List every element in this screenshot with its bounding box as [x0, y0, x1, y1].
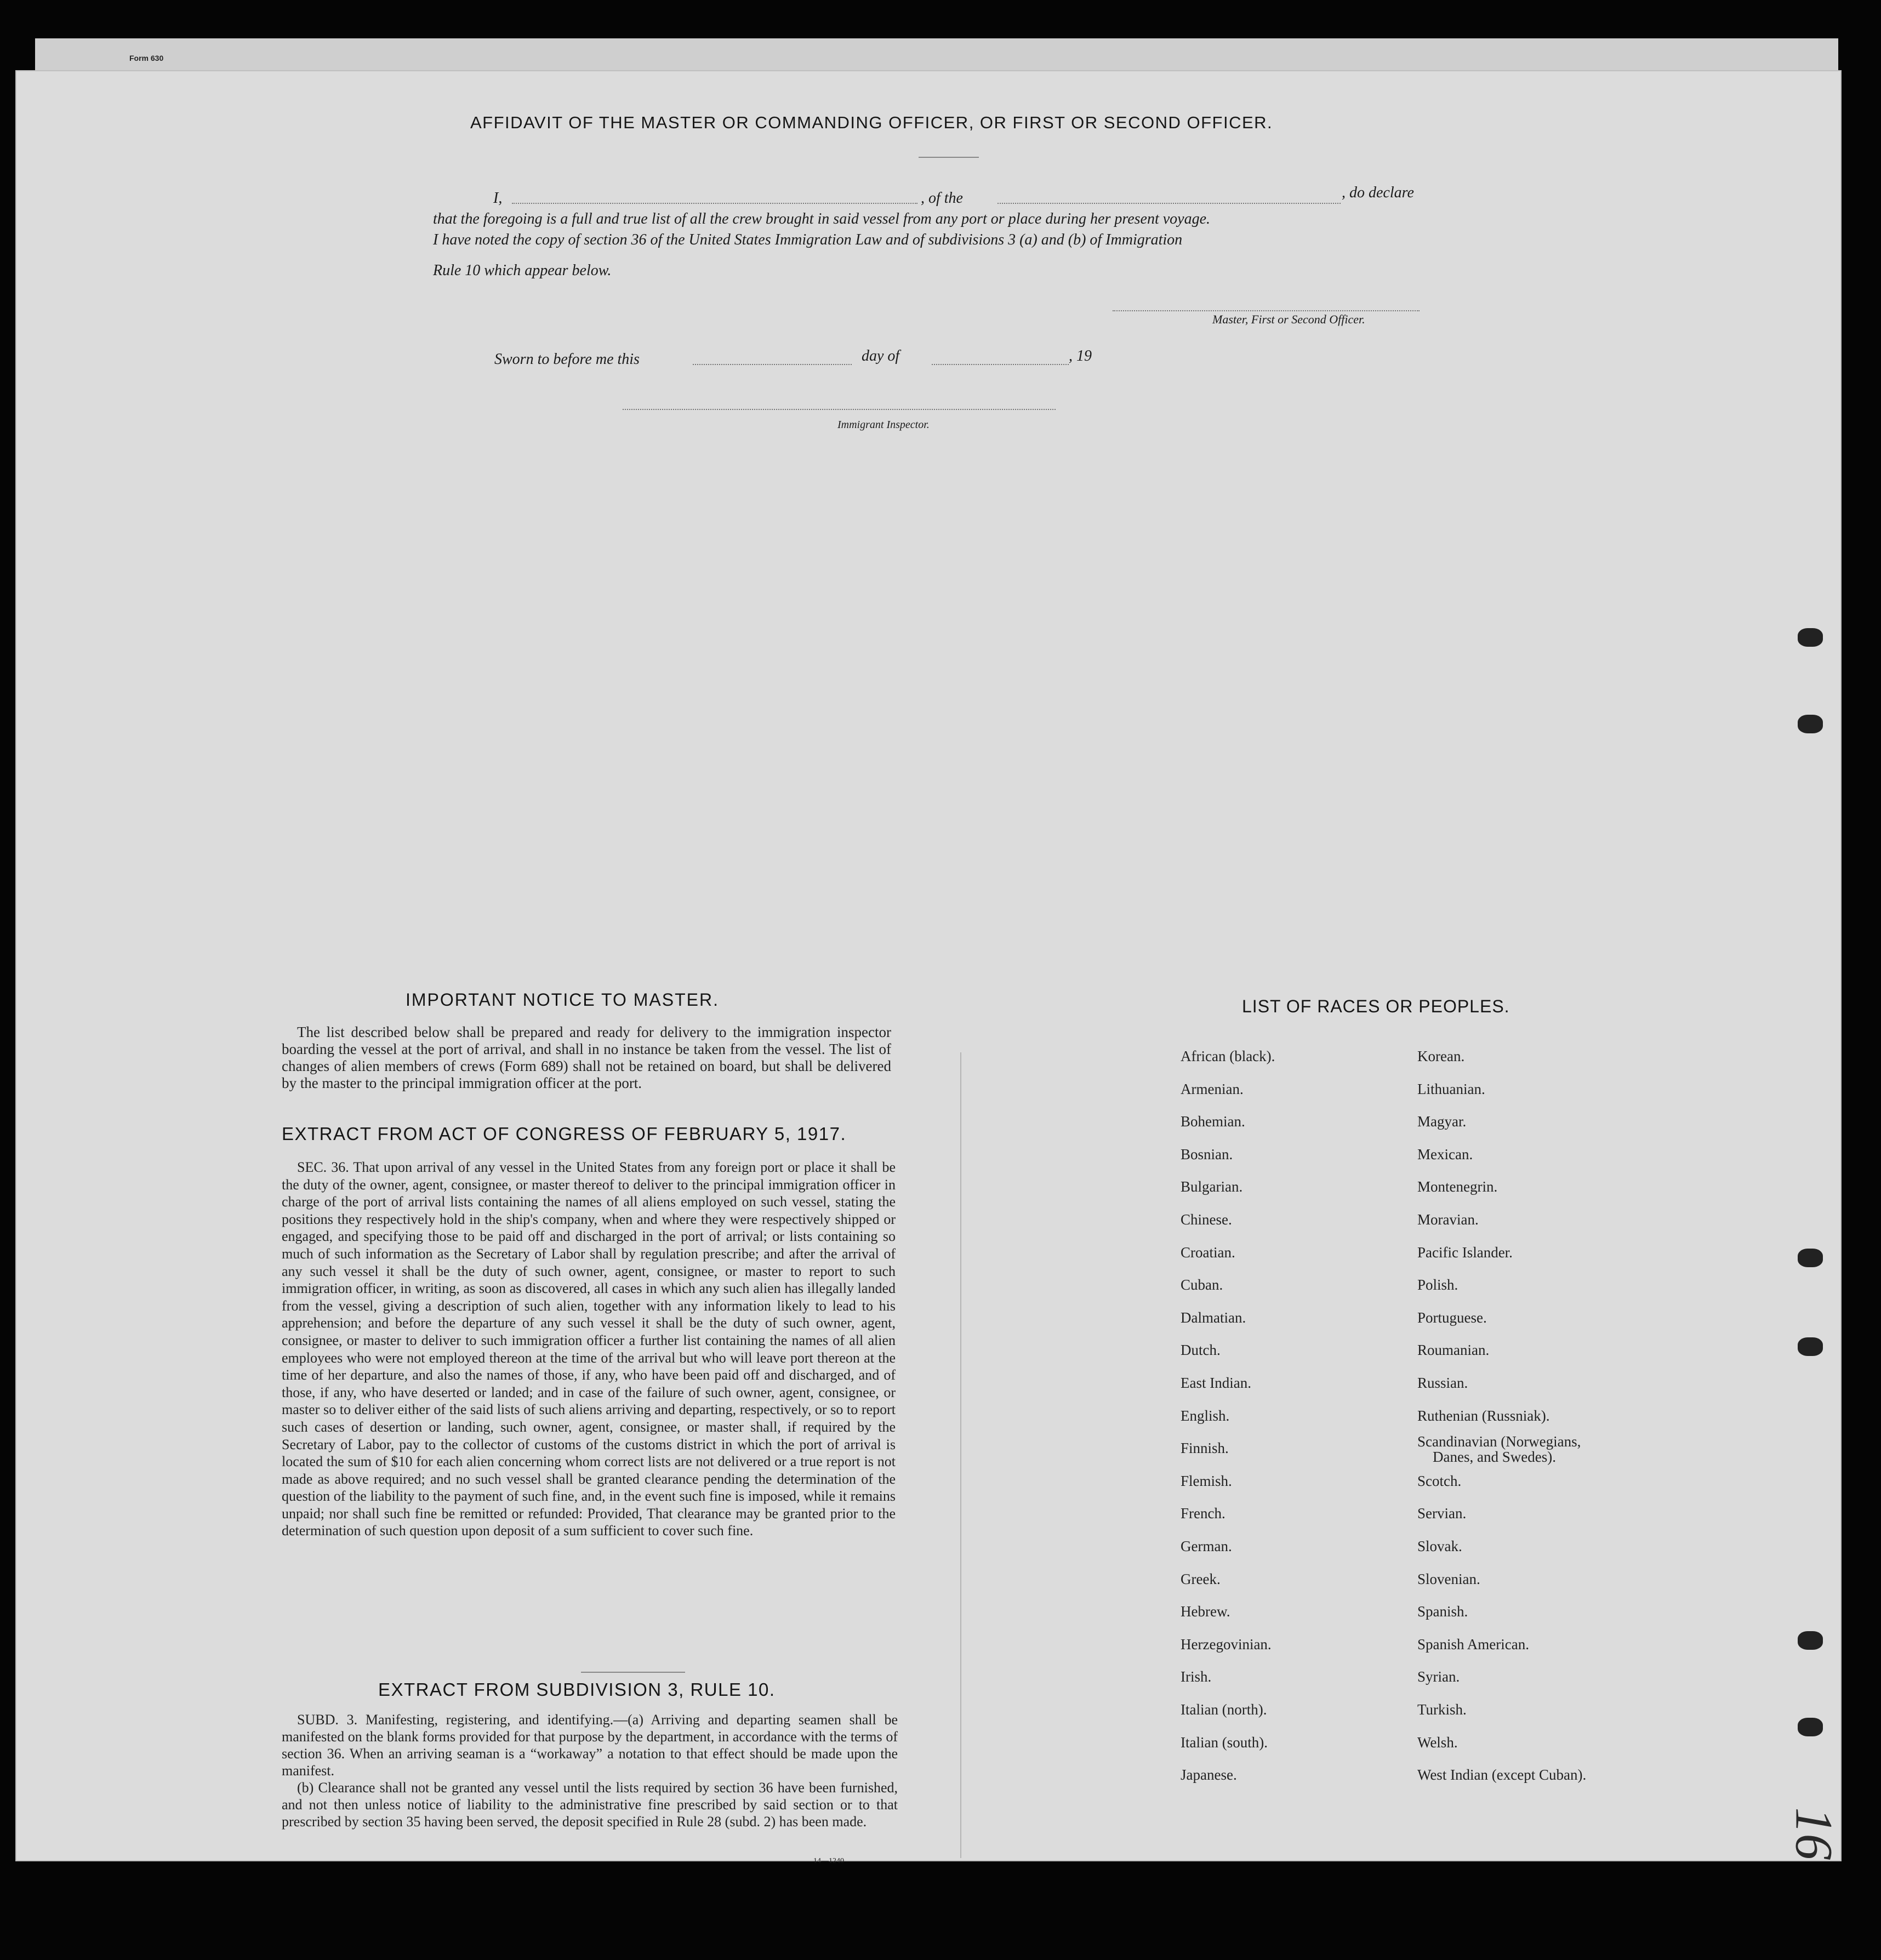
race-item: East Indian.: [1181, 1375, 1251, 1391]
binder-hole: [1798, 1631, 1823, 1650]
race-item: Servian.: [1417, 1505, 1467, 1522]
race-item: Pacific Islander.: [1417, 1244, 1513, 1261]
race-item: Greek.: [1181, 1570, 1221, 1587]
print-code: 14—1240: [813, 1857, 844, 1865]
inspector-signature-line[interactable]: [623, 409, 1056, 410]
race-item: Montenegrin.: [1417, 1178, 1498, 1195]
race-item: Bulgarian.: [1181, 1178, 1243, 1195]
race-item: German.: [1181, 1538, 1232, 1554]
race-item: African (black).: [1181, 1048, 1275, 1064]
race-item: Bosnian.: [1181, 1146, 1233, 1163]
day-of-text: day of: [862, 347, 900, 364]
race-item: Italian (north).: [1181, 1701, 1267, 1718]
race-item: French.: [1181, 1505, 1226, 1522]
sworn-month-line[interactable]: [932, 364, 1069, 365]
rule-subd-b: (b) Clearance shall not be granted any vessel until the lists required by section 36 have been furnished, and not then unless notice of liability to the administrative fine prescribed by said section or to that prescribed by section 35 having been served, the deposit specified in Rule 28 (subd. 2) has been made.: [282, 1780, 898, 1830]
race-item: Lithuanian.: [1417, 1080, 1485, 1097]
affidavit-declare: , do declare: [1342, 184, 1414, 201]
race-item: Japanese.: [1181, 1767, 1237, 1784]
race-item: Irish.: [1181, 1668, 1212, 1685]
name-blank-line[interactable]: [512, 203, 917, 204]
race-item: Danes, and Swedes).: [1433, 1449, 1556, 1466]
race-item: Finnish.: [1181, 1440, 1229, 1457]
column-divider: [960, 1052, 961, 1858]
binder-hole: [1798, 715, 1823, 733]
race-item: Italian (south).: [1181, 1734, 1268, 1751]
race-item: Bohemian.: [1181, 1113, 1245, 1130]
race-item: Slovak.: [1417, 1538, 1462, 1554]
race-item: Dutch.: [1181, 1342, 1221, 1359]
races-heading: LIST OF RACES OR PEOPLES.: [1242, 996, 1510, 1016]
race-item: Magyar.: [1417, 1113, 1467, 1130]
act-text: [282, 1159, 896, 1540]
act-heading: EXTRACT FROM ACT OF CONGRESS OF FEBRUARY 5, 1917.: [282, 1124, 847, 1144]
handwritten-page-number: 16: [1785, 1807, 1844, 1860]
binder-hole: [1798, 1718, 1823, 1736]
underlying-sheet-edge: [35, 38, 1838, 71]
race-item: Cuban.: [1181, 1277, 1223, 1294]
race-item: Turkish.: [1417, 1701, 1467, 1718]
binder-hole: [1798, 1337, 1823, 1356]
notice-paragraph: The list described below shall be prepared and ready for delivery to the immigration inspector boarding the vessel at the port of arrival, and shall in no instance be taken from the vessel. The list of changes of alien members of crews (Form 689) shall not be retained on board, but shall be delivered by the master to the principal immigration officer at the port.: [282, 1024, 891, 1091]
race-item: Mexican.: [1417, 1146, 1473, 1163]
race-item: West Indian (except Cuban).: [1417, 1767, 1587, 1784]
race-item: Dalmatian.: [1181, 1309, 1246, 1326]
race-item: Chinese.: [1181, 1211, 1232, 1228]
race-item: Korean.: [1417, 1048, 1465, 1064]
race-item: Hebrew.: [1181, 1603, 1230, 1620]
race-item: Herzegovinian.: [1181, 1636, 1272, 1653]
affidavit-i: I,: [493, 190, 503, 207]
notice-text: [282, 1024, 891, 1092]
rule-heading: EXTRACT FROM SUBDIVISION 3, RULE 10.: [378, 1679, 776, 1700]
race-item: English.: [1181, 1407, 1230, 1424]
race-item: Polish.: [1417, 1277, 1458, 1294]
vessel-blank-line[interactable]: [998, 203, 1341, 204]
race-item: Armenian.: [1181, 1080, 1244, 1097]
affidavit-heading-rule: [919, 157, 979, 158]
act-paragraph: SEC. 36. That upon arrival of any vessel in the United States from any foreign port or place it shall be the duty of the owner, agent, consignee, or master thereof to deliver to the principal immigration officer in charge of the port of arrival lists containing the names of all aliens employed on such vessel, stating the positions they respectively hold in the ship's company, when and where they were respectively shipped or engaged, and specifying those to be paid off and discharged in the port of arrival; or lists containing so much of such information as the Secretary of Labor shall by regulation prescribe; and after the arrival of any such vessel it shall be the duty of such owner, agent, consignee, or master to report to such immigration officer, in writing, as soon as discovered, all cases in which any such alien has illegally landed from the vessel, giving a description of such alien, together with any information likely to lead to his apprehension; and before the departure of any such vessel it shall be the duty of such owner, agent, consignee, or master to deliver to such immigration officer a further list containing the names of all alien employees who were not employed thereon at the time of the arrival but who will leave port thereon at the time of her departure, and also the names of those, if any, who have been paid off and discharged, and of those, if any, who have deserted or landed; and in case of the failure of such owner, agent, consignee, or master so to deliver either of the said lists of such aliens arriving and departing, respectively, or so to report such cases of desertion or landing, such owner, agent, consignee, or master shall, if required by the Secretary of Labor, pay to the collector of customs of the customs district in which the port of arrival is located the sum of $10 for each alien concerning whom correct lists are not delivered or a true report is not made as above required; and no such vessel shall be granted clearance pending the determination of the question of the liability to the payment of such fine, and, in the event such fine is imposed, while it remains unpaid; nor shall such fine be remitted or refunded: Provided, That clearance may be granted prior to the determination of such question upon deposit of a sum sufficient to cover such fine.: [282, 1159, 896, 1539]
year-text: , 19: [1069, 347, 1092, 364]
signature-line[interactable]: [1113, 310, 1420, 311]
race-item: Spanish American.: [1417, 1636, 1529, 1653]
document-sheet: [15, 70, 1842, 1861]
race-item: Slovenian.: [1417, 1570, 1480, 1587]
race-item: Flemish.: [1181, 1472, 1232, 1489]
sworn-day-line[interactable]: [693, 364, 852, 365]
race-item: Welsh.: [1417, 1734, 1458, 1751]
form-number: Form 630: [129, 54, 164, 62]
sworn-text: Sworn to before me this: [494, 351, 640, 368]
race-item: Scandinavian (Norwegians,: [1417, 1433, 1581, 1450]
race-item: Scotch.: [1417, 1472, 1462, 1489]
affidavit-of-the: , of the: [921, 190, 963, 207]
race-item: Russian.: [1417, 1375, 1468, 1391]
rule-text: [282, 1711, 898, 1830]
race-item: Roumanian.: [1417, 1342, 1490, 1359]
race-item: Syrian.: [1417, 1668, 1460, 1685]
race-item: Portuguese.: [1417, 1309, 1487, 1326]
race-item: Ruthenian (Russniak).: [1417, 1407, 1550, 1424]
rule-heading-rule: [581, 1672, 685, 1673]
binder-hole: [1798, 628, 1823, 647]
affidavit-line3: I have noted the copy of section 36 of the United States Immigration Law and of subdivisions 3 (a) and (b) of Immigration: [433, 231, 1183, 248]
race-item: Spanish.: [1417, 1603, 1468, 1620]
affidavit-line2: that the foregoing is a full and true list of all the crew brought in said vessel from any port or place during her present voyage.: [433, 210, 1211, 227]
race-item: Moravian.: [1417, 1211, 1479, 1228]
rule-subd-a: SUBD. 3. Manifesting, registering, and identifying.—(a) Arriving and departing seamen shall be manifested on the blank forms provided for that purpose by the department, in accordance with the terms of section 36. When an arriving seaman is a “workaway” a notation to that effect should be made upon the manifest.: [282, 1712, 898, 1779]
binder-hole: [1798, 1249, 1823, 1267]
affidavit-line4: Rule 10 which appear below.: [433, 262, 612, 279]
notice-heading: IMPORTANT NOTICE TO MASTER.: [406, 990, 719, 1010]
race-item: Croatian.: [1181, 1244, 1235, 1261]
inspector-caption: Immigrant Inspector.: [837, 419, 930, 431]
signature-caption: Master, First or Second Officer.: [1212, 312, 1365, 326]
affidavit-heading: AFFIDAVIT OF THE MASTER OR COMMANDING OFFICER, OR FIRST OR SECOND OFFICER.: [470, 113, 1273, 132]
